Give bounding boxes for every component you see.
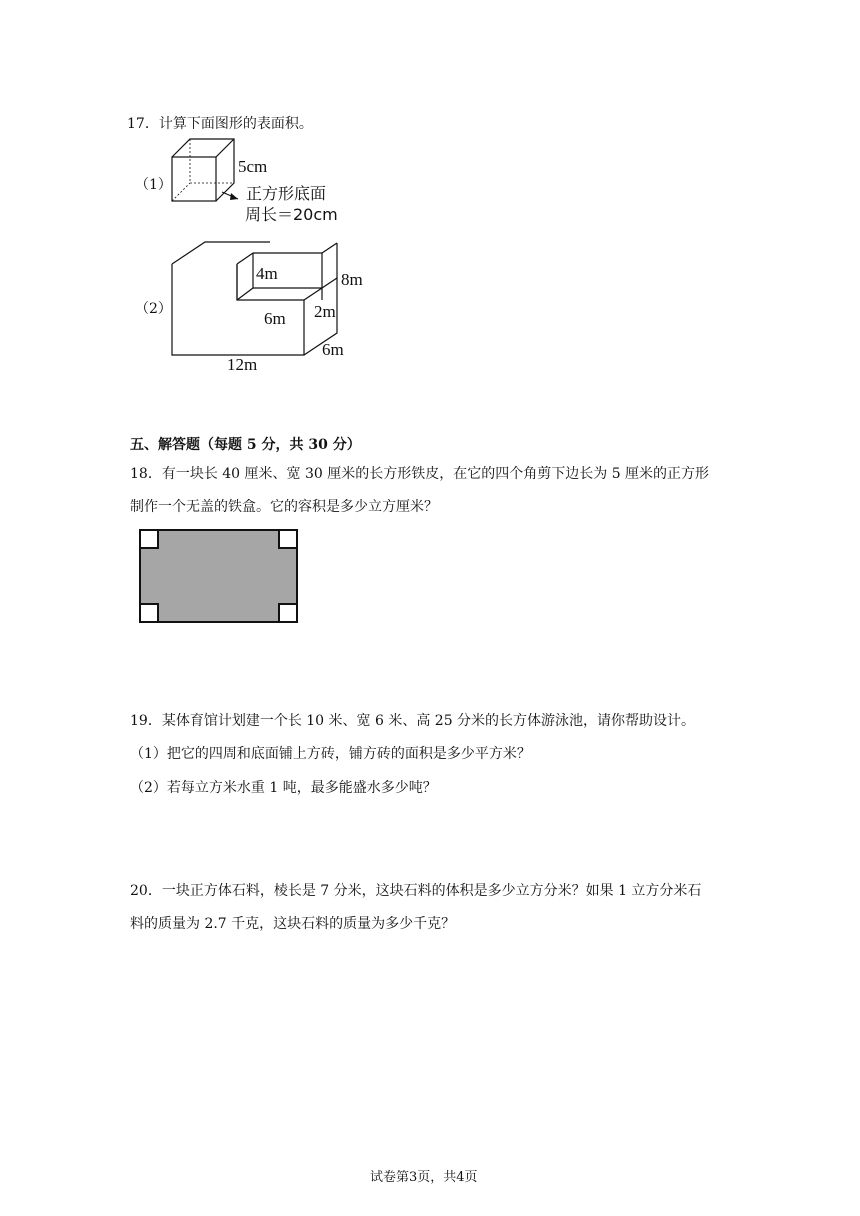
q19-stem: 19．某体育馆计划建一个长 10 米、宽 6 米、高 25 分米的长方体游泳池，请你帮助设计。 <box>130 713 696 729</box>
cube-height-label: 5cm <box>238 157 268 176</box>
solid-inner-width: 6m <box>264 309 286 328</box>
section-title: 五、解答题（每题 5 分，共 30 分） <box>130 437 361 453</box>
cube-note-line1: 正方形底面 <box>246 184 327 203</box>
q20-line2: 料的质量为 2.7 千克，这块石料的质量为多少千克？ <box>130 916 456 932</box>
q17-part2-label: （2） <box>135 301 172 317</box>
q19-sub2: （2）若每立方米水重 1 吨，最多能盛水多少吨？ <box>130 780 437 796</box>
q20-line1: 20．一块正方体石料，棱长是 7 分米，这块石料的体积是多少立方分米？如果 1 立方分米石 <box>130 883 702 899</box>
page-footer: 试卷第3页，共4页 <box>370 1170 478 1185</box>
q17-stem: 17．计算下面图形的表面积。 <box>127 116 313 132</box>
solid-step-height: 2m <box>314 302 336 321</box>
q19-sub1: （1）把它的四周和底面铺上方砖，铺方砖的面积是多少平方米？ <box>130 746 531 762</box>
q18-line1: 18．有一块长 40 厘米、宽 30 厘米的长方形铁皮，在它的四个角剪下边长为 5 厘米的正方形 <box>130 466 710 482</box>
q18-line2: 制作一个无盖的铁盒。它的容积是多少立方厘米？ <box>130 499 438 515</box>
solid-inner-height: 4m <box>256 264 278 283</box>
q17-part1-label: （1） <box>135 177 172 193</box>
solid-total-height: 8m <box>341 270 363 289</box>
solid-depth: 6m <box>322 340 344 359</box>
cube-note-line2: 周长＝20cm <box>245 205 338 224</box>
solid-length: 12m <box>227 355 258 374</box>
